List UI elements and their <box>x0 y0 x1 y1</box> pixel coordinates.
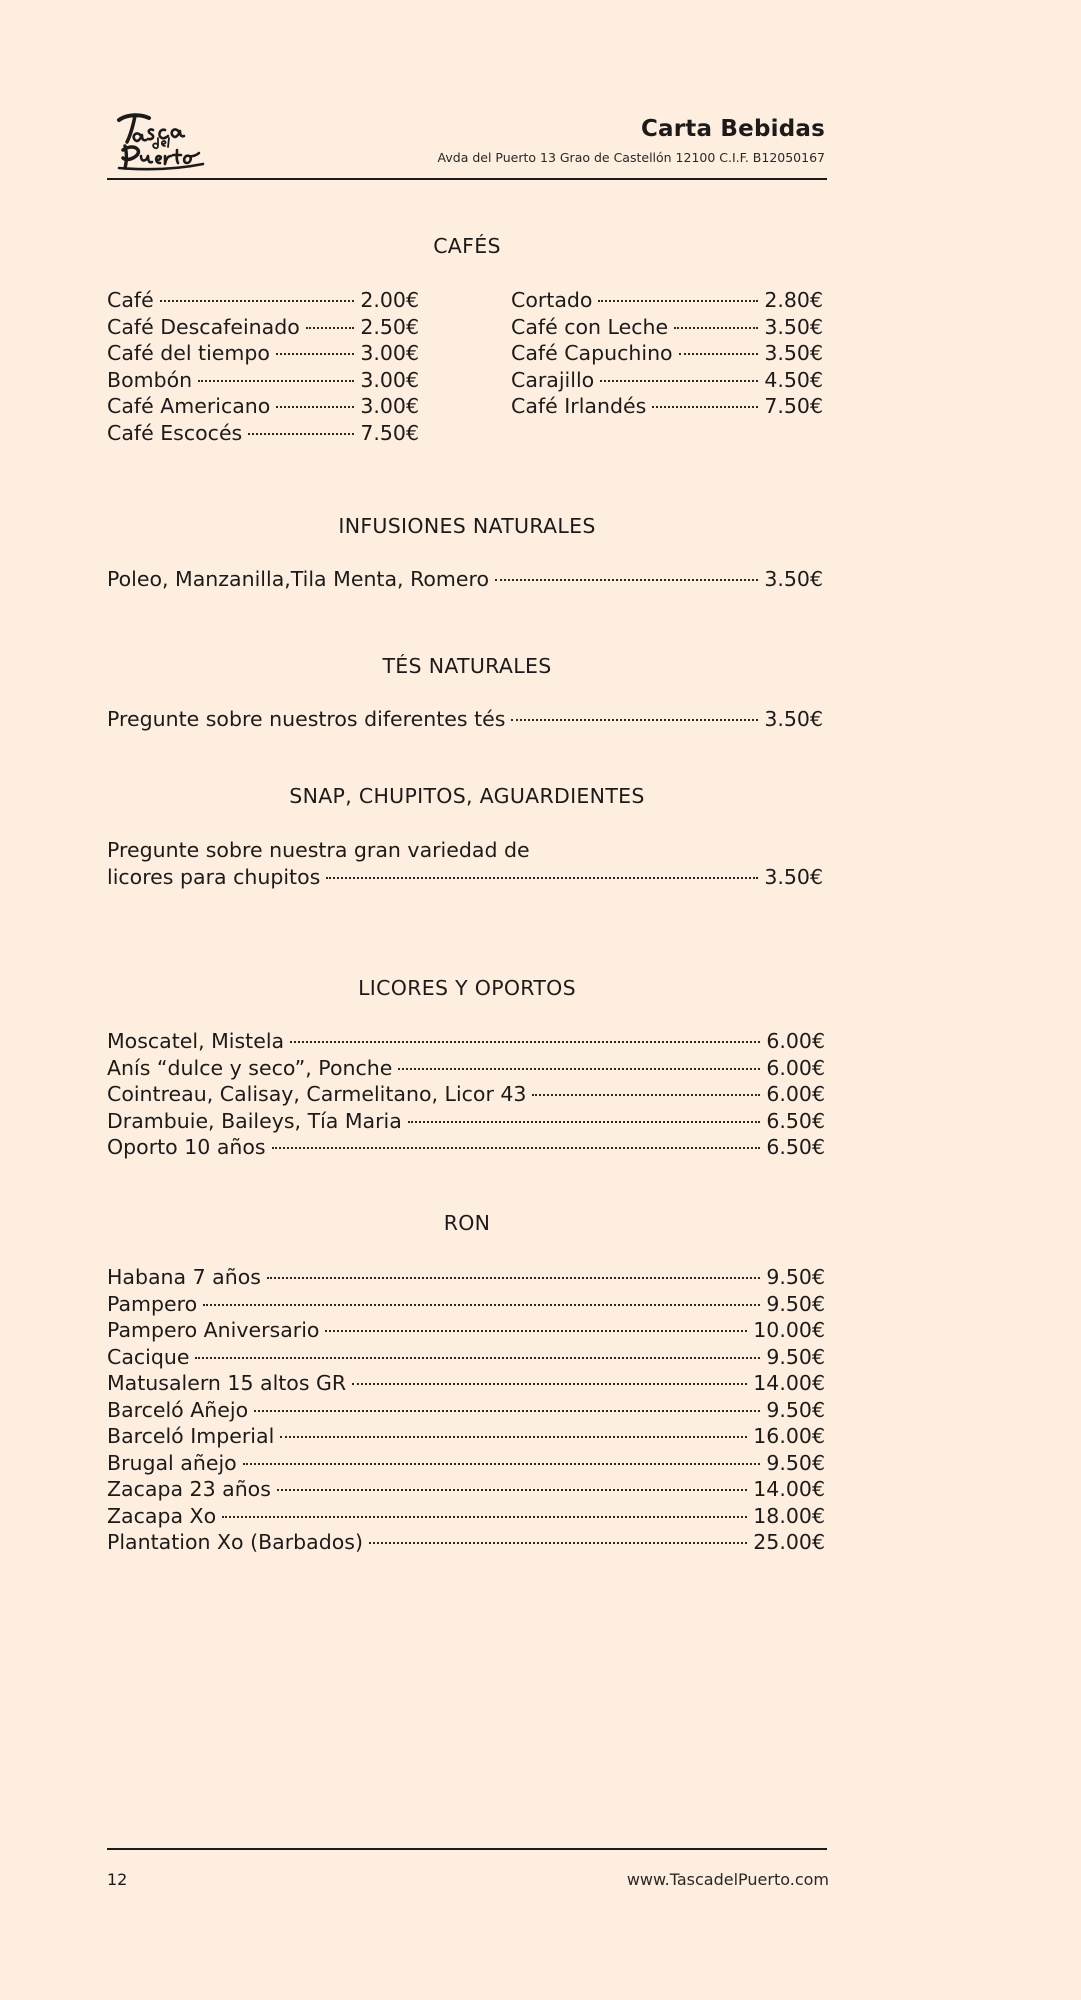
leader-dots <box>325 1330 747 1332</box>
leader-dots <box>222 1516 747 1518</box>
menu-item: Café Descafeinado 2.50€ <box>107 314 419 339</box>
leader-dots <box>272 1147 761 1149</box>
menu-item: Café con Leche 3.50€ <box>511 314 823 339</box>
menu-item: Café 2.00€ <box>107 288 419 312</box>
leader-dots <box>398 1068 760 1070</box>
leader-dots <box>306 327 355 329</box>
leader-dots <box>276 353 354 355</box>
menu-item: Pregunte sobre nuestros diferentes tés 3.50€ <box>107 707 823 731</box>
menu-item: licores para chupitos 3.50€ <box>107 864 823 889</box>
page-header <box>107 110 827 180</box>
menu-item: Café del tiempo 3.00€ <box>107 341 419 365</box>
section-title-snap: SNAP, CHUPITOS, AGUARDIENTES <box>289 784 645 808</box>
menu-item: Cacique 9.50€ <box>107 1344 825 1369</box>
leader-dots <box>600 380 758 382</box>
leader-dots <box>532 1094 760 1096</box>
menu-item: Barceló Imperial 16.00€ <box>107 1424 825 1448</box>
menu-item: Cortado 2.80€ <box>511 288 823 312</box>
leader-dots <box>267 1277 760 1279</box>
menu-item: Matusalern 15 altos GR 14.00€ <box>107 1371 825 1395</box>
cafes-right-column <box>511 287 823 420</box>
leader-dots <box>280 1436 747 1438</box>
menu-item: Bombón 3.00€ <box>107 367 419 392</box>
leader-dots <box>511 719 758 721</box>
leader-dots <box>674 327 758 329</box>
menu-item: Café Capuchino 3.50€ <box>511 341 823 365</box>
menu-item-description: Pregunte sobre nuestra gran variedad de <box>107 838 530 862</box>
menu-item: Zacapa 23 años 14.00€ <box>107 1477 825 1501</box>
leader-dots <box>352 1383 747 1385</box>
tes-list <box>107 706 823 733</box>
menu-item: Anís “dulce y seco”, Ponche 6.00€ <box>107 1055 825 1080</box>
leader-dots <box>198 380 354 382</box>
menu-item: Habana 7 años 9.50€ <box>107 1265 825 1289</box>
leader-dots <box>495 579 758 581</box>
cafes-left-column <box>107 287 419 446</box>
section-title-licores: LICORES Y OPORTOS <box>358 976 576 1000</box>
licores-list <box>107 1028 825 1161</box>
menu-item: Carajillo 4.50€ <box>511 367 823 392</box>
menu-item: Café Americano 3.00€ <box>107 394 419 418</box>
menu-item: Barceló Añejo 9.50€ <box>107 1397 825 1422</box>
ron-list <box>107 1264 825 1556</box>
page-number: 12 <box>107 1870 128 1889</box>
leader-dots <box>254 1410 760 1412</box>
website-link[interactable]: www.TascadelPuerto.com <box>626 1870 829 1889</box>
leader-dots <box>326 877 758 879</box>
leader-dots <box>277 1489 747 1491</box>
tasca-del-puerto-logo <box>113 110 209 172</box>
infusiones-list <box>107 566 823 593</box>
footer-divider <box>107 1848 827 1850</box>
leader-dots <box>290 1041 760 1043</box>
menu-item: Moscatel, Mistela 6.00€ <box>107 1029 825 1053</box>
menu-item: Poleo, Manzanilla,Tila Menta, Romero 3.50€ <box>107 567 823 591</box>
address-line: Avda del Puerto 13 Grao de Castellón 12100 C.I.F. B12050167 <box>437 150 825 165</box>
page-title: Carta Bebidas <box>640 116 825 142</box>
leader-dots <box>369 1542 747 1544</box>
menu-item: Café Irlandés 7.50€ <box>511 394 823 418</box>
menu-item: Pampero Aniversario 10.00€ <box>107 1318 825 1342</box>
leader-dots <box>243 1463 761 1465</box>
leader-dots <box>408 1121 761 1123</box>
menu-item: Drambuie, Baileys, Tía Maria 6.50€ <box>107 1108 825 1133</box>
leader-dots <box>203 1304 760 1306</box>
section-title-ron: RON <box>443 1211 491 1235</box>
menu-item: Cointreau, Calisay, Carmelitano, Licor 43 6.00€ <box>107 1082 825 1106</box>
menu-item: Pampero 9.50€ <box>107 1291 825 1316</box>
leader-dots <box>160 300 355 302</box>
leader-dots <box>195 1357 760 1359</box>
menu-item: Brugal añejo 9.50€ <box>107 1450 825 1475</box>
menu-item: Plantation Xo (Barbados) 25.00€ <box>107 1530 825 1554</box>
menu-item: Café Escocés 7.50€ <box>107 420 419 445</box>
leader-dots <box>248 433 354 435</box>
leader-dots <box>598 300 758 302</box>
section-title-tes: TÉS NATURALES <box>382 654 552 678</box>
leader-dots <box>679 353 759 355</box>
section-title-infusiones: INFUSIONES NATURALES <box>338 514 596 538</box>
snap-list <box>107 837 823 890</box>
leader-dots <box>652 406 758 408</box>
menu-item: Oporto 10 años 6.50€ <box>107 1135 825 1159</box>
leader-dots <box>276 406 354 408</box>
menu-item: Zacapa Xo 18.00€ <box>107 1503 825 1528</box>
section-title-cafes: CAFÉS <box>433 234 501 258</box>
